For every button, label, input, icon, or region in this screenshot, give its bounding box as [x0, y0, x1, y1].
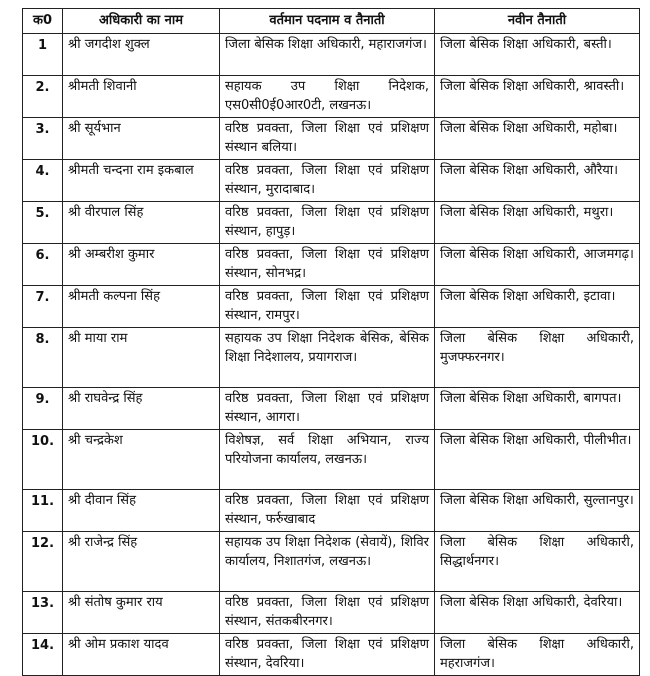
transfer-order-document — [22, 8, 639, 676]
serial-number-cell: 9. — [23, 388, 63, 430]
officer-name-cell: श्रीमती चन्दना राम इकबाल — [63, 160, 220, 202]
officer-name-cell: श्री ओम प्रकाश यादव — [63, 634, 220, 676]
new-posting-cell: जिला बेसिक शिक्षा अधिकारी, पीलीभीत। — [435, 430, 640, 490]
officer-name-cell: श्री जगदीश शुक्ल — [63, 34, 220, 76]
serial-number-cell: 11. — [23, 490, 63, 532]
serial-number-cell: 3. — [23, 118, 63, 160]
current-posting-cell: सहायक उप शिक्षा निदेशक, एस0सी0ई0आर0टी, लखनऊ। — [220, 76, 435, 118]
officer-name-cell: श्रीमती कल्पना सिंह — [63, 286, 220, 328]
table-header-row — [23, 9, 640, 34]
new-posting-cell: जिला बेसिक शिक्षा अधिकारी, इटावा। — [435, 286, 640, 328]
officer-name-cell: श्री सूर्यभान — [63, 118, 220, 160]
officer-name-cell: श्री संतोष कुमार राय — [63, 592, 220, 634]
new-posting-cell: जिला बेसिक शिक्षा अधिकारी, बस्ती। — [435, 34, 640, 76]
serial-number-cell: 12. — [23, 532, 63, 592]
table-row — [23, 202, 640, 244]
current-posting-cell: वरिष्ठ प्रवक्ता, जिला शिक्षा एवं प्रशिक्षण संस्थान, देवरिया। — [220, 634, 435, 676]
officer-name-cell: श्रीमती शिवानी — [63, 76, 220, 118]
new-posting-cell: जिला बेसिक शिक्षा अधिकारी, बागपत। — [435, 388, 640, 430]
new-posting-cell: जिला बेसिक शिक्षा अधिकारी, देवरिया। — [435, 592, 640, 634]
officer-name-cell: श्री राजेन्द्र सिंह — [63, 532, 220, 592]
table-row — [23, 328, 640, 388]
header-serial-number: क0 — [23, 9, 63, 34]
serial-number-cell: 2. — [23, 76, 63, 118]
table-row — [23, 388, 640, 430]
current-posting-cell: वरिष्ठ प्रवक्ता, जिला शिक्षा एवं प्रशिक्षण संस्थान, संतकबीरनगर। — [220, 592, 435, 634]
table-row — [23, 592, 640, 634]
new-posting-cell: जिला बेसिक शिक्षा अधिकारी, महोबा। — [435, 118, 640, 160]
table-row — [23, 160, 640, 202]
current-posting-cell: वरिष्ठ प्रवक्ता, जिला शिक्षा एवं प्रशिक्षण संस्थान, फर्रुखाबाद — [220, 490, 435, 532]
table-row — [23, 118, 640, 160]
current-posting-cell: जिला बेसिक शिक्षा अधिकारी, महाराजगंज। — [220, 34, 435, 76]
transfer-table — [22, 8, 640, 676]
current-posting-cell: विशेषज्ञ, सर्व शिक्षा अभियान, राज्य परियोजना कार्यालय, लखनऊ। — [220, 430, 435, 490]
serial-number-cell: 13. — [23, 592, 63, 634]
new-posting-cell: जिला बेसिक शिक्षा अधिकारी, मथुरा। — [435, 202, 640, 244]
new-posting-cell: जिला बेसिक शिक्षा अधिकारी, आजमगढ़। — [435, 244, 640, 286]
table-row — [23, 490, 640, 532]
current-posting-cell: वरिष्ठ प्रवक्ता, जिला शिक्षा एवं प्रशिक्षण संस्थान, रामपुर। — [220, 286, 435, 328]
new-posting-cell: जिला बेसिक शिक्षा अधिकारी, औरैया। — [435, 160, 640, 202]
serial-number-cell: 7. — [23, 286, 63, 328]
header-new-posting: नवीन तैनाती — [435, 9, 640, 34]
serial-number-cell: 8. — [23, 328, 63, 388]
header-current-posting: वर्तमान पदनाम व तैनाती — [220, 9, 435, 34]
current-posting-cell: वरिष्ठ प्रवक्ता, जिला शिक्षा एवं प्रशिक्षण संस्थान, सोनभद्र। — [220, 244, 435, 286]
serial-number-cell: 14. — [23, 634, 63, 676]
serial-number-cell: 6. — [23, 244, 63, 286]
current-posting-cell: वरिष्ठ प्रवक्ता, जिला शिक्षा एवं प्रशिक्षण संस्थान, मुरादाबाद। — [220, 160, 435, 202]
new-posting-cell: जिला बेसिक शिक्षा अधिकारी, सिद्धार्थनगर। — [435, 532, 640, 592]
current-posting-cell: सहायक उप शिक्षा निदेशक (सेवायें), शिविर कार्यालय, निशातगंज, लखनऊ। — [220, 532, 435, 592]
table-row — [23, 532, 640, 592]
current-posting-cell: वरिष्ठ प्रवक्ता, जिला शिक्षा एवं प्रशिक्षण संस्थान बलिया। — [220, 118, 435, 160]
table-row — [23, 634, 640, 676]
table-row — [23, 430, 640, 490]
officer-name-cell: श्री दीवान सिंह — [63, 490, 220, 532]
new-posting-cell: जिला बेसिक शिक्षा अधिकारी, महराजगंज। — [435, 634, 640, 676]
officer-name-cell: श्री माया राम — [63, 328, 220, 388]
officer-name-cell: श्री चन्द्रकेश — [63, 430, 220, 490]
serial-number-cell: 4. — [23, 160, 63, 202]
officer-name-cell: श्री राघवेन्द्र सिंह — [63, 388, 220, 430]
current-posting-cell: वरिष्ठ प्रवक्ता, जिला शिक्षा एवं प्रशिक्षण संस्थान, आगरा। — [220, 388, 435, 430]
current-posting-cell: सहायक उप शिक्षा निदेशक बेसिक, बेसिक शिक्षा निदेशालय, प्रयागराज। — [220, 328, 435, 388]
officer-name-cell: श्री वीरपाल सिंह — [63, 202, 220, 244]
table-row — [23, 76, 640, 118]
officer-name-cell: श्री अम्बरीश कुमार — [63, 244, 220, 286]
new-posting-cell: जिला बेसिक शिक्षा अधिकारी, सुल्तानपुर। — [435, 490, 640, 532]
new-posting-cell: जिला बेसिक शिक्षा अधिकारी, मुजफ्फरनगर। — [435, 328, 640, 388]
serial-number-cell: 5. — [23, 202, 63, 244]
serial-number-cell: 1 — [23, 34, 63, 76]
table-row — [23, 34, 640, 76]
serial-number-cell: 10. — [23, 430, 63, 490]
new-posting-cell: जिला बेसिक शिक्षा अधिकारी, श्रावस्ती। — [435, 76, 640, 118]
header-officer-name: अधिकारी का नाम — [63, 9, 220, 34]
current-posting-cell: वरिष्ठ प्रवक्ता, जिला शिक्षा एवं प्रशिक्षण संस्थान, हापुड़। — [220, 202, 435, 244]
table-row — [23, 286, 640, 328]
table-row — [23, 244, 640, 286]
